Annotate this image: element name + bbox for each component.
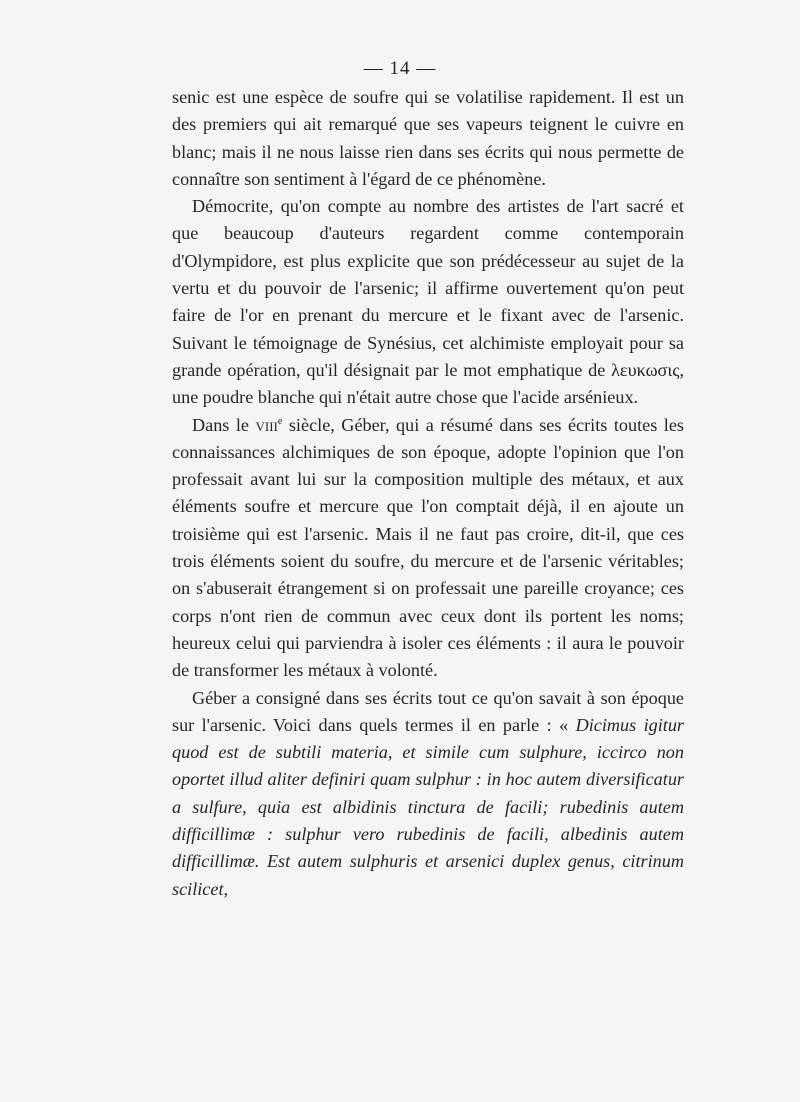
century-numeral: viii xyxy=(255,414,278,435)
paragraph-3 xyxy=(172,412,684,685)
century-superscript: e xyxy=(277,415,283,427)
paragraph-4 xyxy=(172,685,684,903)
paragraph-3-text-b: siècle, Géber, qui a résumé dans ses écrits toutes les connaissances alchimiques de son époque, adopte l'opinion que l'on professait avant lui sur la composition multiple des métaux, et aux éléments soufre et mercure que l'on comptait déjà, il en ajoute un troisième qui est l'arsenic. Mais il ne faut pas croire, dit-il, que ces trois éléments soient du soufre, du mercure et de l'arsenic véritables; on s'abuserait étrangement si on professait une pareille croyance; ces corps n'ont rien de commun avec ceux dont ils portent les noms; heureux celui qui parviendra à isoler ces éléments : il aura le pouvoir de transformer les métaux à volonté. xyxy=(172,414,684,681)
paragraph-3-text-a: Dans le xyxy=(192,414,256,435)
body-text xyxy=(172,84,684,903)
paragraph-2 xyxy=(172,193,684,411)
greek-term: λευκωσις xyxy=(611,359,680,380)
paragraph-4-text-a: Géber a consigné dans ses écrits tout ce qu'on savait à son époque sur l'arsenic. Voici dans quels termes il en parle : « xyxy=(172,687,684,735)
paragraph-1: senic est une espèce de soufre qui se volatilise rapidement. Il est un des premiers qui ait remarqué que ses vapeurs teignent le cuivre en blanc; mais il ne nous laisse rien dans ses écrits qui nous permette de connaître son sentiment à l'égard de ce phénomène. xyxy=(172,87,684,189)
latin-quotation: Dicimus igitur quod est de subtili materia, et simile cum sulphure, iccirco non oportet illud aliter definiri quam sulphur : in hoc autem diversificatur a sulfure, quia est albidinis tinctura de facili; rubedinis autem difficillimæ : sulphur vero rubedinis de facili, albedinis autem difficillimæ. Est autem sulphuris et arsenici duplex genus, citrinum scilicet, xyxy=(172,714,685,899)
page-number: — 14 — xyxy=(363,58,437,79)
paragraph-2-text-b: , une poudre blanche qui n'était autre chose que l'acide arsénieux. xyxy=(172,359,684,408)
paragraph-2-text-a: Démocrite, qu'on compte au nombre des artistes de l'art sacré et que beaucoup d'auteurs regardent comme contemporain d'Olympidore, est plus explicite que son prédécesseur au sujet de la vertu et du pouvoir de l'arsenic; il affirme ouvertement qu'on peut faire de l'or en prenant du mercure et le fixant avec de l'arsenic. Suivant le témoignage de Synésius, cet alchimiste employait pour sa grande opération, qu'il désignait par le mot emphatique de xyxy=(172,196,684,380)
